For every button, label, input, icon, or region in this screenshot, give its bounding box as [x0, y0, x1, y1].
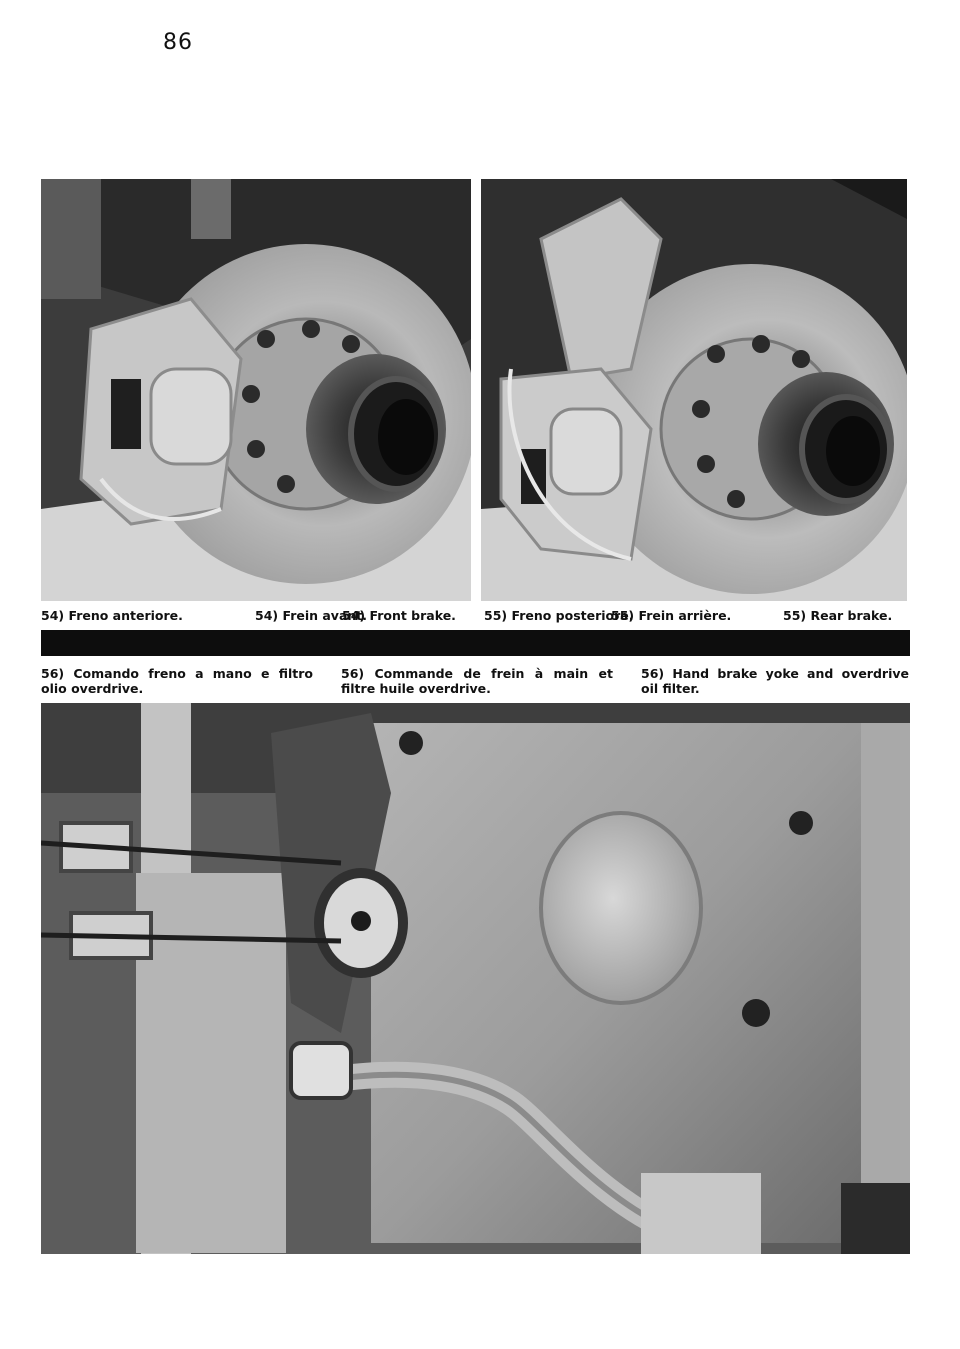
caption-54-french: 54) Frein avant.	[255, 608, 368, 623]
rear-brake-photo	[481, 179, 907, 601]
rear-brake-illustration	[481, 179, 907, 601]
caption-56-english: 56) Hand brake yoke and overdrive oil filter.	[641, 666, 909, 696]
caption-56-french: 56) Commande de frein à main et filtre huile overdrive.	[341, 666, 613, 696]
page-number: 86	[163, 30, 193, 55]
caption-55-english: 55) Rear brake.	[783, 608, 893, 623]
caption-54-italian: 54) Freno anteriore.	[41, 608, 183, 623]
caption-55-italian: 55) Freno posteriore.	[484, 608, 634, 623]
caption-56-italian: 56) Comando freno a mano e filtro olio overdrive.	[41, 666, 313, 696]
front-brake-illustration	[41, 179, 471, 601]
caption-55-french: 55) Frein arrière.	[611, 608, 732, 623]
caption-54-english: 54) Front brake.	[342, 608, 456, 623]
front-brake-photo	[41, 179, 471, 601]
black-divider-band	[41, 630, 910, 656]
hand-brake-illustration	[41, 703, 910, 1254]
hand-brake-photo	[41, 703, 910, 1254]
